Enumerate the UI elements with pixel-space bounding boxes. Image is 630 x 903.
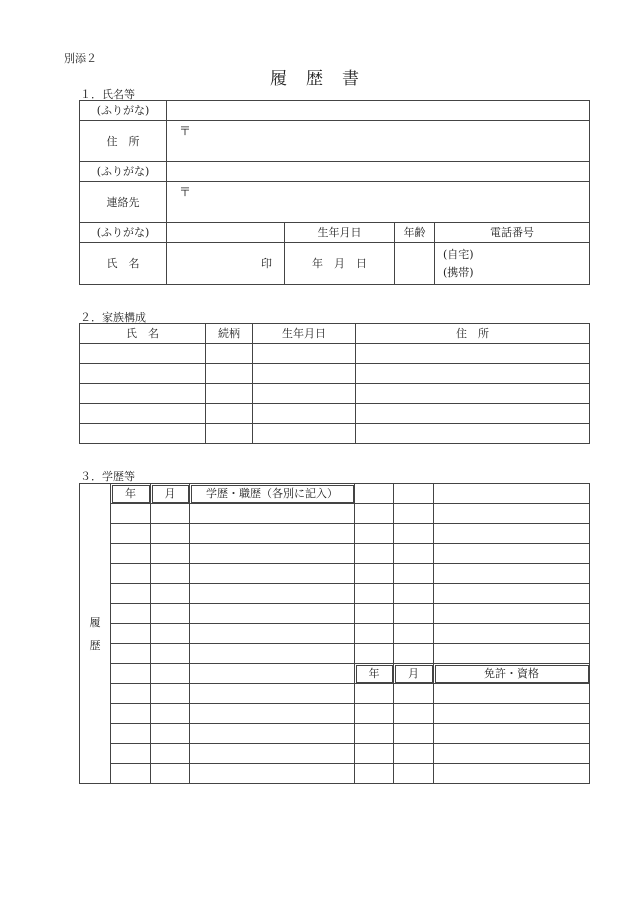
license-cell[interactable] xyxy=(434,764,590,784)
date-placeholder: 年 月 日 xyxy=(312,257,367,270)
license-cell[interactable] xyxy=(434,684,590,704)
license-cell[interactable] xyxy=(394,704,434,724)
history-cell[interactable] xyxy=(151,764,190,784)
address-furigana-field[interactable] xyxy=(167,101,590,121)
history-cell[interactable] xyxy=(111,644,151,664)
table-row xyxy=(80,724,590,744)
table-row xyxy=(80,504,590,524)
history-cell[interactable] xyxy=(355,524,394,544)
history-cell[interactable] xyxy=(355,504,394,524)
history-cell[interactable] xyxy=(355,624,394,644)
seal-mark: 印 xyxy=(261,257,272,270)
name-furigana-field[interactable] xyxy=(167,223,285,243)
history-cell[interactable] xyxy=(111,564,151,584)
table-row xyxy=(80,524,590,544)
history-cell[interactable] xyxy=(355,544,394,564)
history-cell[interactable] xyxy=(111,544,151,564)
history-cell[interactable] xyxy=(190,764,355,784)
history-cell[interactable] xyxy=(434,484,590,504)
history-cell[interactable] xyxy=(394,624,434,644)
contact-label: 連絡先 xyxy=(80,182,167,223)
postal-mark: 〒 xyxy=(179,185,192,199)
license-cell[interactable] xyxy=(394,724,434,744)
postal-mark: 〒 xyxy=(179,124,192,138)
table-row xyxy=(80,644,590,664)
family-cell[interactable] xyxy=(206,424,253,444)
family-cell[interactable] xyxy=(356,344,590,364)
history-cell[interactable] xyxy=(151,524,190,544)
history-cell[interactable] xyxy=(434,544,590,564)
history-side-label xyxy=(80,484,111,784)
family-header-relation: 続柄 xyxy=(206,324,253,344)
table-row xyxy=(80,684,590,704)
birthdate-label: 生年月日 xyxy=(285,223,395,243)
family-cell[interactable] xyxy=(356,404,590,424)
license-header-detail: 免許・資格 xyxy=(434,664,590,684)
table-row xyxy=(80,424,590,444)
furigana-label: (ふりがな) xyxy=(80,101,167,121)
history-cell[interactable] xyxy=(111,664,151,684)
table-row xyxy=(80,604,590,624)
history-cell[interactable] xyxy=(151,544,190,564)
history-cell[interactable] xyxy=(111,684,151,704)
contact-furigana-field[interactable] xyxy=(167,162,590,182)
history-cell[interactable] xyxy=(111,604,151,624)
phone-field[interactable] xyxy=(435,243,590,285)
section3-heading: ３．学歴等 xyxy=(80,470,135,483)
mobile-phone-label: (携帯) xyxy=(443,266,474,279)
history-cell[interactable] xyxy=(394,504,434,524)
history-cell[interactable] xyxy=(434,564,590,584)
history-header-detail: 学歴・職歴（各別に記入） xyxy=(190,484,355,504)
home-phone-label: (自宅) xyxy=(443,248,474,261)
history-cell[interactable] xyxy=(190,704,355,724)
history-header-year: 年 xyxy=(111,484,151,504)
license-cell[interactable] xyxy=(394,764,434,784)
history-cell[interactable] xyxy=(190,664,355,684)
section2-heading: ２．家族構成 xyxy=(80,311,146,324)
history-cell[interactable] xyxy=(111,524,151,544)
age-field[interactable] xyxy=(395,243,435,285)
family-cell[interactable] xyxy=(206,404,253,424)
table-row xyxy=(80,404,590,424)
history-cell[interactable] xyxy=(111,704,151,724)
furigana-label: (ふりがな) xyxy=(80,223,167,243)
history-cell[interactable] xyxy=(394,584,434,604)
table-row xyxy=(80,764,590,784)
history-side-char-2: 歴 xyxy=(89,638,101,652)
history-cell[interactable] xyxy=(190,724,355,744)
history-cell[interactable] xyxy=(434,604,590,624)
history-cell[interactable] xyxy=(394,484,434,504)
license-cell[interactable] xyxy=(434,724,590,744)
family-cell[interactable] xyxy=(80,404,206,424)
address-field[interactable] xyxy=(167,121,590,162)
table-row xyxy=(80,744,590,764)
address-label: 住 所 xyxy=(80,121,167,162)
history-cell[interactable] xyxy=(434,584,590,604)
license-cell[interactable] xyxy=(355,744,394,764)
table-row xyxy=(80,584,590,604)
history-cell[interactable] xyxy=(394,604,434,624)
history-cell[interactable] xyxy=(190,604,355,624)
license-cell[interactable] xyxy=(434,744,590,764)
family-header-address: 住 所 xyxy=(356,324,590,344)
age-label: 年齢 xyxy=(395,223,435,243)
history-cell[interactable] xyxy=(434,624,590,644)
license-cell[interactable] xyxy=(394,684,434,704)
history-cell[interactable] xyxy=(151,624,190,644)
birthdate-field[interactable] xyxy=(285,243,395,285)
family-cell[interactable] xyxy=(206,344,253,364)
table-row xyxy=(80,364,590,384)
table-row xyxy=(80,544,590,564)
name-label: 氏 名 xyxy=(80,243,167,285)
history-table xyxy=(79,483,590,784)
family-cell[interactable] xyxy=(206,384,253,404)
history-cell[interactable] xyxy=(434,524,590,544)
family-table xyxy=(79,323,590,444)
family-cell[interactable] xyxy=(80,364,206,384)
history-cell[interactable] xyxy=(355,584,394,604)
history-cell[interactable] xyxy=(190,624,355,644)
contact-field[interactable] xyxy=(167,182,590,223)
history-cell[interactable] xyxy=(151,564,190,584)
license-header-year: 年 xyxy=(355,664,394,684)
history-cell[interactable] xyxy=(394,544,434,564)
table-row xyxy=(80,624,590,644)
family-cell[interactable] xyxy=(253,384,356,404)
history-cell[interactable] xyxy=(190,524,355,544)
table-row xyxy=(80,564,590,584)
history-cell[interactable] xyxy=(151,504,190,524)
license-cell[interactable] xyxy=(355,684,394,704)
family-header-birthdate: 生年月日 xyxy=(253,324,356,344)
history-cell[interactable] xyxy=(355,604,394,624)
section1-heading: １．氏名等 xyxy=(80,88,135,101)
history-cell[interactable] xyxy=(111,584,151,604)
history-cell[interactable] xyxy=(355,484,394,504)
family-header-name: 氏 名 xyxy=(80,324,206,344)
license-cell[interactable] xyxy=(394,744,434,764)
history-cell[interactable] xyxy=(434,644,590,664)
family-cell[interactable] xyxy=(80,424,206,444)
family-cell[interactable] xyxy=(253,424,356,444)
history-cell[interactable] xyxy=(111,624,151,644)
license-cell[interactable] xyxy=(355,704,394,724)
history-cell[interactable] xyxy=(190,564,355,584)
history-cell[interactable] xyxy=(355,564,394,584)
history-cell[interactable] xyxy=(151,724,190,744)
license-header-month: 月 xyxy=(394,664,434,684)
history-cell[interactable] xyxy=(190,584,355,604)
history-cell[interactable] xyxy=(151,684,190,704)
table-row xyxy=(80,384,590,404)
table-row xyxy=(80,344,590,364)
history-cell[interactable] xyxy=(151,664,190,684)
history-cell[interactable] xyxy=(190,744,355,764)
license-cell[interactable] xyxy=(355,724,394,744)
history-cell[interactable] xyxy=(151,604,190,624)
history-cell[interactable] xyxy=(111,744,151,764)
history-cell[interactable] xyxy=(394,564,434,584)
page-title: 履 歴 書 xyxy=(270,69,360,89)
name-field[interactable] xyxy=(167,243,285,285)
history-cell[interactable] xyxy=(190,544,355,564)
family-cell[interactable] xyxy=(206,364,253,384)
phone-label: 電話番号 xyxy=(435,223,590,243)
family-cell[interactable] xyxy=(356,424,590,444)
table-row xyxy=(80,704,590,724)
family-cell[interactable] xyxy=(356,364,590,384)
furigana-label: (ふりがな) xyxy=(80,162,167,182)
history-cell[interactable] xyxy=(190,504,355,524)
family-cell[interactable] xyxy=(253,344,356,364)
history-cell[interactable] xyxy=(111,504,151,524)
family-cell[interactable] xyxy=(80,384,206,404)
family-cell[interactable] xyxy=(253,404,356,424)
attachment-label: 別添２ xyxy=(64,52,97,65)
family-cell[interactable] xyxy=(356,384,590,404)
personal-info-table xyxy=(79,100,590,285)
history-cell[interactable] xyxy=(151,744,190,764)
history-cell[interactable] xyxy=(434,504,590,524)
history-cell[interactable] xyxy=(190,684,355,704)
history-cell[interactable] xyxy=(151,644,190,664)
license-cell[interactable] xyxy=(355,764,394,784)
history-cell[interactable] xyxy=(190,644,355,664)
history-cell[interactable] xyxy=(151,584,190,604)
history-header-month: 月 xyxy=(151,484,190,504)
license-cell[interactable] xyxy=(434,704,590,724)
history-cell[interactable] xyxy=(394,644,434,664)
history-cell[interactable] xyxy=(111,764,151,784)
history-cell[interactable] xyxy=(394,524,434,544)
history-side-char-1: 履 xyxy=(89,615,101,629)
history-cell[interactable] xyxy=(151,704,190,724)
history-cell[interactable] xyxy=(355,644,394,664)
history-cell[interactable] xyxy=(111,724,151,744)
family-cell[interactable] xyxy=(80,344,206,364)
family-cell[interactable] xyxy=(253,364,356,384)
